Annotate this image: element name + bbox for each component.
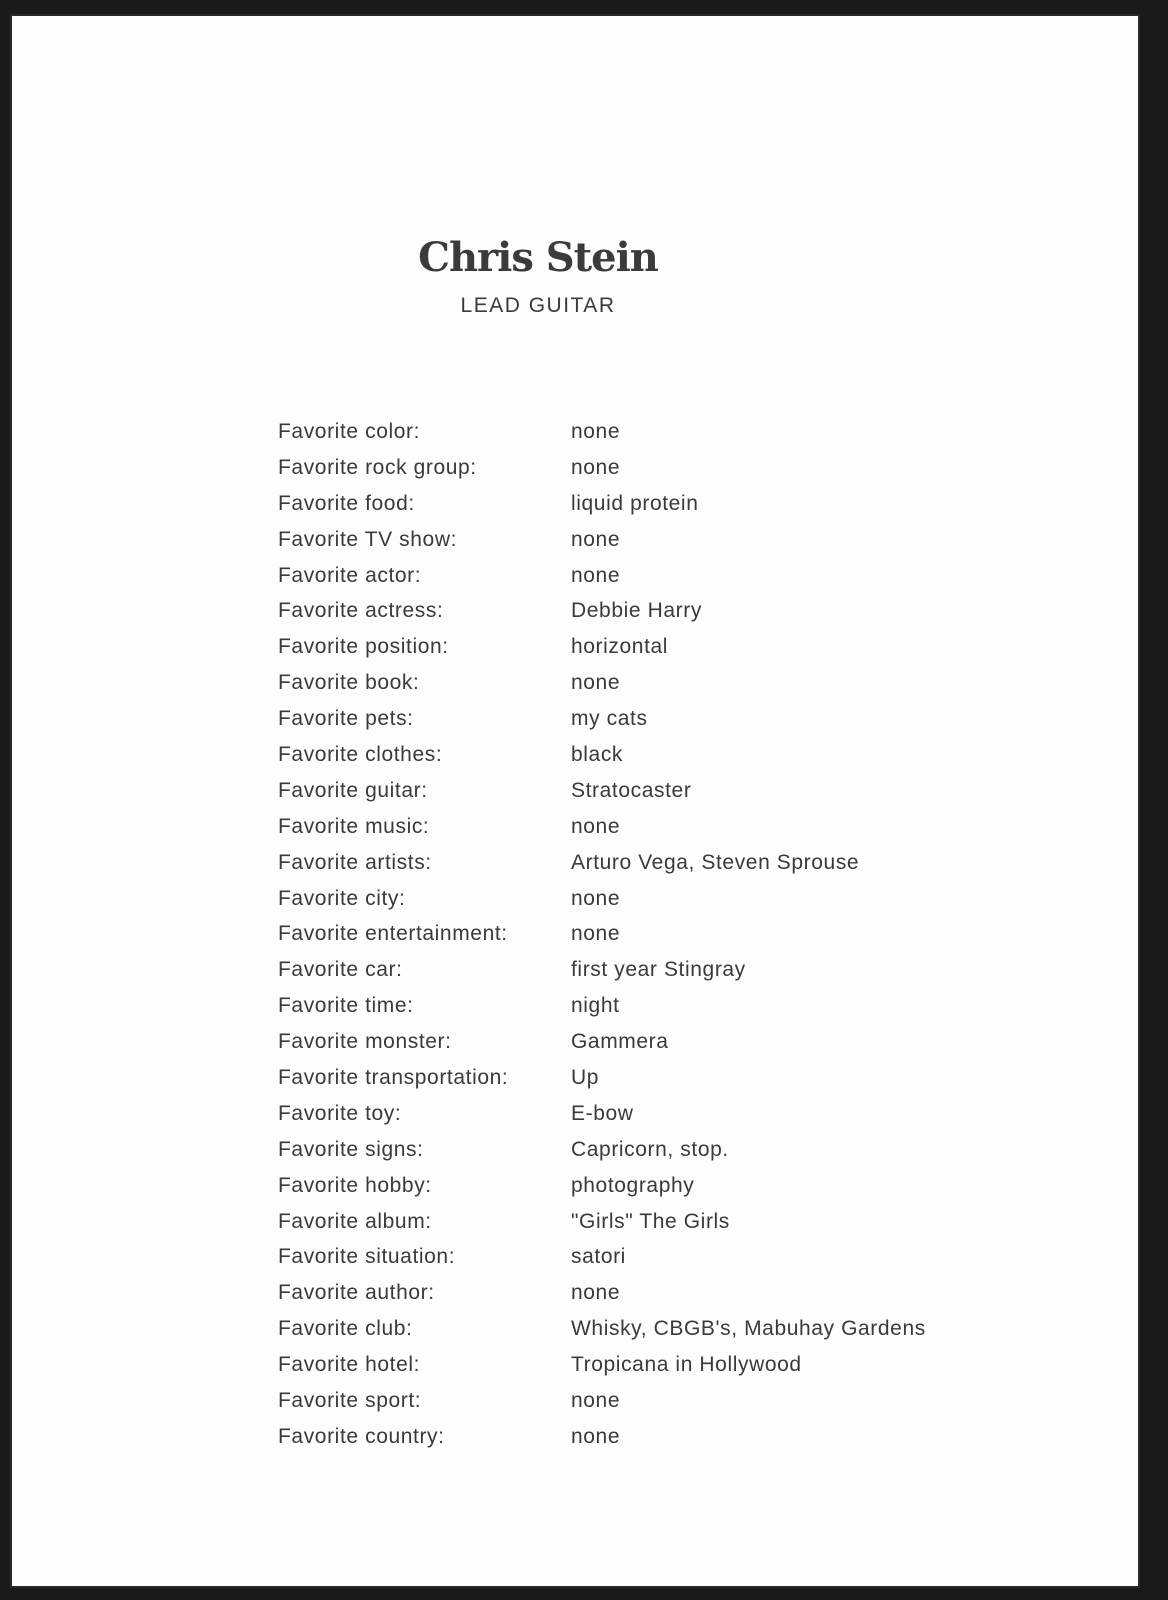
card-name: Chris Stein	[418, 234, 658, 281]
favorite-value: first year Stingray	[571, 958, 746, 982]
favorite-row	[278, 845, 998, 881]
favorite-value: photography	[571, 1173, 695, 1197]
favorite-label: Favorite toy:	[278, 1101, 402, 1125]
favorite-row	[278, 1383, 998, 1419]
favorite-value: Gammera	[571, 1030, 669, 1054]
favorite-row	[278, 988, 998, 1024]
favorite-value: black	[571, 742, 624, 766]
favorite-value: none	[571, 527, 621, 551]
favorite-label: Favorite position:	[278, 635, 449, 659]
favorite-value: none	[571, 419, 621, 443]
card-role: LEAD GUITAR	[460, 294, 616, 317]
favorite-row	[278, 1419, 998, 1455]
favorite-row	[278, 1275, 998, 1311]
favorite-row	[278, 881, 998, 917]
favorite-row	[278, 450, 998, 486]
favorite-label: Favorite book:	[278, 671, 420, 695]
favorite-value: Tropicana in Hollywood	[571, 1353, 802, 1377]
favorite-row	[278, 665, 998, 701]
favorite-value: E-bow	[571, 1101, 634, 1125]
favorite-value: Arturo Vega, Steven Sprouse	[571, 850, 860, 874]
favorite-row	[278, 1132, 998, 1168]
favorite-label: Favorite actor:	[278, 563, 422, 587]
favorite-row	[278, 737, 998, 773]
favorite-label: Favorite TV show:	[278, 527, 458, 551]
favorites-list	[278, 414, 998, 1455]
favorite-value: my cats	[571, 707, 648, 731]
favorite-row	[278, 1096, 998, 1132]
favorite-label: Favorite guitar:	[278, 778, 428, 802]
favorite-row	[278, 629, 998, 665]
favorite-value: "Girls" The Girls	[571, 1209, 730, 1233]
favorite-label: Favorite country:	[278, 1424, 445, 1448]
favorite-label: Favorite clothes:	[278, 742, 443, 766]
favorite-label: Favorite album:	[278, 1209, 432, 1233]
favorite-label: Favorite club:	[278, 1317, 413, 1341]
favorite-label: Favorite hotel:	[278, 1353, 421, 1377]
favorite-label: Favorite hobby:	[278, 1173, 432, 1197]
favorite-value: none	[571, 1281, 621, 1305]
favorite-label: Favorite monster:	[278, 1030, 452, 1054]
favorite-label: Favorite artists:	[278, 850, 432, 874]
favorite-value: none	[571, 671, 621, 695]
favorite-value: satori	[571, 1245, 626, 1269]
favorite-row	[278, 1347, 998, 1383]
favorite-value: none	[571, 563, 621, 587]
favorite-value: none	[571, 1388, 621, 1412]
favorite-value: none	[571, 814, 621, 838]
favorite-value: liquid protein	[571, 491, 699, 515]
favorite-label: Favorite situation:	[278, 1245, 456, 1269]
favorite-value: night	[571, 994, 620, 1018]
favorite-label: Favorite time:	[278, 994, 414, 1018]
favorite-value: Stratocaster	[571, 778, 692, 802]
favorite-label: Favorite city:	[278, 886, 406, 910]
favorite-row	[278, 916, 998, 952]
favorite-row	[278, 1204, 998, 1240]
favorite-label: Favorite food:	[278, 491, 415, 515]
favorite-row	[278, 1239, 998, 1275]
favorite-value: Up	[571, 1065, 600, 1089]
trading-card	[10, 14, 1140, 1588]
favorite-row	[278, 1311, 998, 1347]
favorite-value: Whisky, CBGB's, Mabuhay Gardens	[571, 1317, 926, 1341]
favorite-value: horizontal	[571, 635, 669, 659]
favorite-row	[278, 558, 998, 594]
favorite-row	[278, 486, 998, 522]
favorite-row	[278, 1168, 998, 1204]
favorite-label: Favorite signs:	[278, 1137, 424, 1161]
favorite-label: Favorite rock group:	[278, 455, 477, 479]
favorite-row	[278, 1060, 998, 1096]
favorite-value: none	[571, 886, 621, 910]
favorite-label: Favorite sport:	[278, 1388, 422, 1412]
favorite-label: Favorite actress:	[278, 599, 444, 623]
favorite-label: Favorite color:	[278, 419, 421, 443]
favorite-value: Debbie Harry	[571, 599, 702, 623]
favorite-row	[278, 773, 998, 809]
favorite-label: Favorite entertainment:	[278, 922, 508, 946]
favorite-value: none	[571, 1424, 621, 1448]
favorite-row	[278, 522, 998, 558]
favorite-row	[278, 593, 998, 629]
favorite-row	[278, 952, 998, 988]
favorite-label: Favorite music:	[278, 814, 430, 838]
favorite-label: Favorite author:	[278, 1281, 435, 1305]
favorite-label: Favorite car:	[278, 958, 403, 982]
favorite-row	[278, 809, 998, 845]
favorite-value: Capricorn, stop.	[571, 1137, 729, 1161]
favorite-label: Favorite transportation:	[278, 1065, 509, 1089]
favorite-row	[278, 414, 998, 450]
favorite-label: Favorite pets:	[278, 707, 414, 731]
favorite-row	[278, 701, 998, 737]
favorite-value: none	[571, 922, 621, 946]
favorite-value: none	[571, 455, 621, 479]
favorite-row	[278, 1024, 998, 1060]
